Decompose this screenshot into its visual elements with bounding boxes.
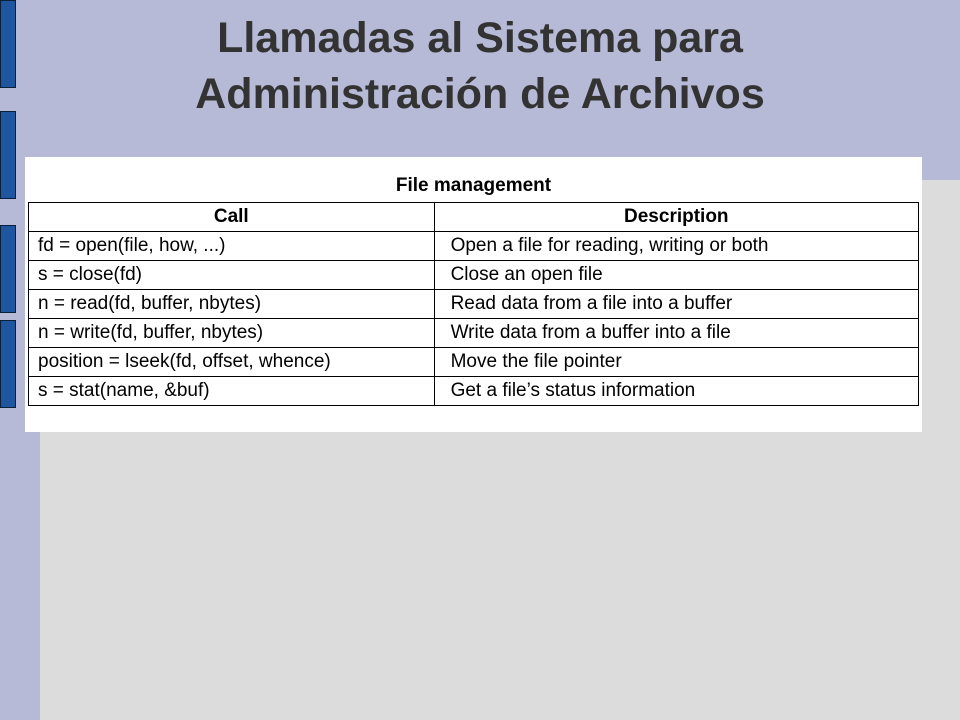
- call-cell: s = stat(name, &buf): [29, 377, 435, 406]
- description-cell: Move the file pointer: [434, 348, 918, 377]
- accent-bar: [0, 0, 16, 88]
- table-row: [29, 290, 919, 319]
- table-row: [29, 348, 919, 377]
- table-row: [29, 319, 919, 348]
- file-management-table-panel: [25, 157, 922, 432]
- column-header-call: Call: [29, 203, 435, 232]
- slide-title-line-1: Llamadas al Sistema para: [217, 14, 743, 62]
- description-cell: Read data from a file into a buffer: [434, 290, 918, 319]
- call-cell: n = write(fd, buffer, nbytes): [29, 319, 435, 348]
- call-cell: fd = open(file, how, ...): [29, 232, 435, 261]
- description-cell: Close an open file: [434, 261, 918, 290]
- description-cell: Open a file for reading, writing or both: [434, 232, 918, 261]
- table-header-row: [29, 203, 919, 232]
- slide-title-line-2: Administración de Archivos: [195, 70, 765, 118]
- description-cell: Get a file’s status information: [434, 377, 918, 406]
- file-management-table: [28, 202, 919, 406]
- call-cell: n = read(fd, buffer, nbytes): [29, 290, 435, 319]
- accent-bar: [0, 225, 16, 313]
- slide-title: [40, 10, 920, 122]
- column-header-description: Description: [434, 203, 918, 232]
- accent-bar: [0, 320, 16, 408]
- table-row: [29, 232, 919, 261]
- table-row: [29, 261, 919, 290]
- accent-bar: [0, 111, 16, 199]
- table-row: [29, 377, 919, 406]
- table-caption: File management: [395, 175, 552, 196]
- call-cell: s = close(fd): [29, 261, 435, 290]
- call-cell: position = lseek(fd, offset, whence): [29, 348, 435, 377]
- description-cell: Write data from a buffer into a file: [434, 319, 918, 348]
